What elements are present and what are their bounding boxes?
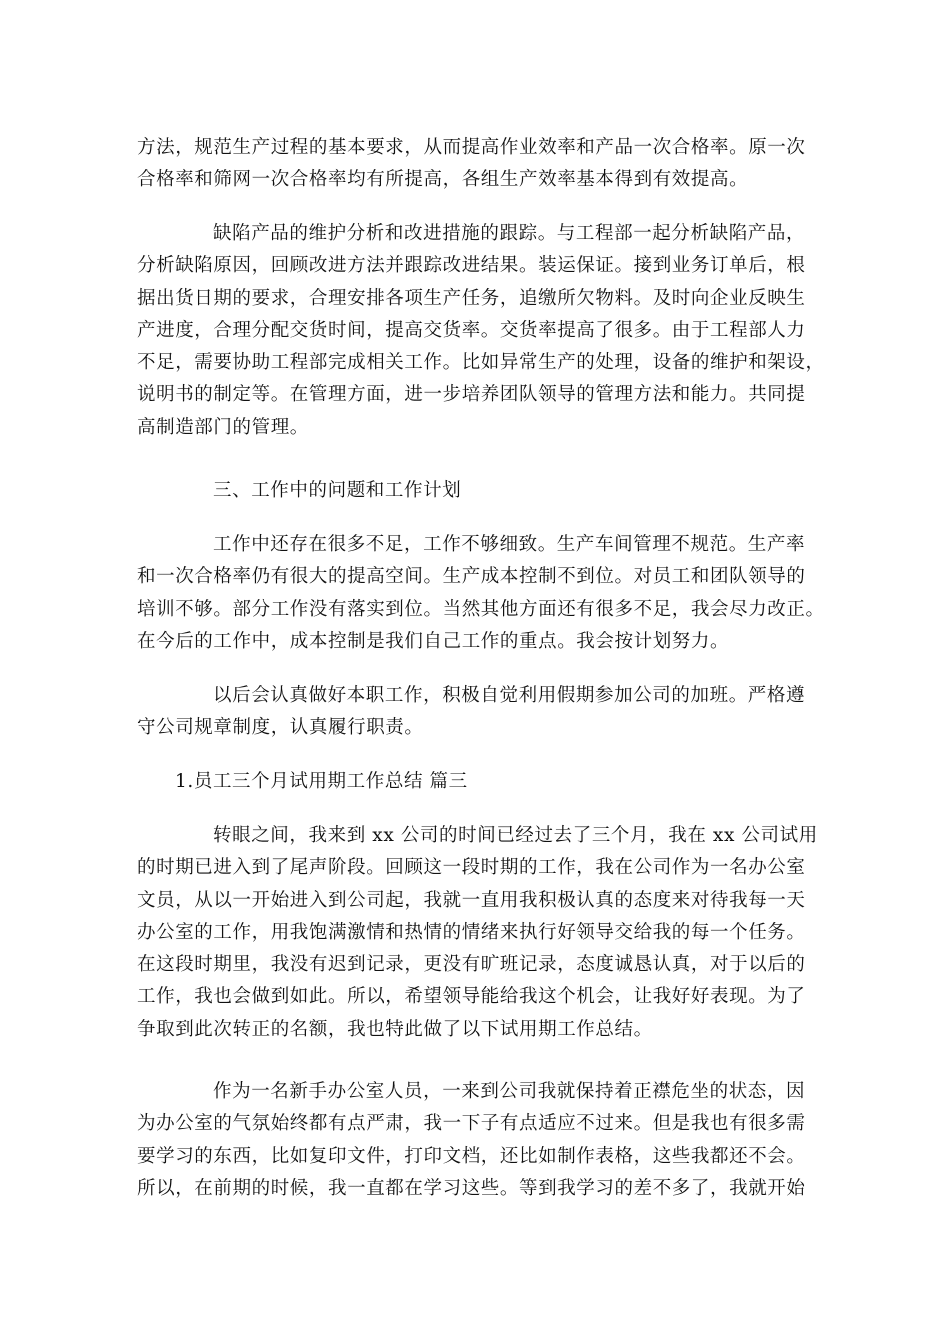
paragraph-line: 高制造部门的管理。	[137, 416, 309, 438]
paragraph-1	[137, 132, 817, 197]
paragraph-line: 和一次合格率仍有很大的提高空间。生产成本控制不到位。对员工和团队领导的	[137, 566, 806, 588]
paragraph-line: 合格率和筛网一次合格率均有所提高，各组生产效率基本得到有效提高。	[137, 169, 749, 191]
paragraph-line: 转眼之间，我来到 xx 公司的时间已经过去了三个月，我在 xx 公司试用	[213, 825, 818, 846]
paragraph-line: 据出货日期的要求，合理安排各项生产任务，追缴所欠物料。及时向企业反映生	[137, 287, 806, 309]
paragraph-2	[137, 218, 825, 444]
paragraph-line: 要学习的东西，比如复印文件，打印文档，还比如制作表格，这些我都还不会。	[137, 1145, 806, 1167]
paragraph-line: 方法，规范生产过程的基本要求，从而提高作业效率和产品一次合格率。原一次	[137, 137, 806, 158]
paragraph-line: 缺陷产品的维护分析和改进措施的跟踪。与工程部一起分析缺陷产品，	[213, 223, 806, 244]
paragraph-line: 办公室的工作，用我饱满激情和热情的情绪来执行好领导交给我的每一个任务。	[137, 921, 806, 943]
paragraph-3	[137, 529, 825, 658]
paragraph-line: 工作，我也会做到如此。所以，希望领导能给我这个机会，让我好好表现。为了	[137, 986, 806, 1008]
paragraph-line: 产进度，合理分配交货时间，提高交货率。交货率提高了很多。由于工程部人力	[137, 319, 806, 341]
paragraph-line: 分析缺陷原因，回顾改进方法并跟踪改进结果。装运保证。接到业务订单后，根	[137, 255, 806, 277]
paragraph-line: 不足，需要协助工程部完成相关工作。比如异常生产的处理，设备的维护和架设，	[137, 352, 825, 374]
paragraph-line: 在这段时期里，我没有迟到记录，更没有旷班记录，态度诚恳认真，对于以后的	[137, 954, 806, 976]
paragraph-6	[137, 1076, 817, 1205]
paragraph-line: 作为一名新手办公室人员，一来到公司我就保持着正襟危坐的状态，因	[213, 1081, 806, 1102]
paragraph-line: 在今后的工作中，成本控制是我们自己工作的重点。我会按计划努力。	[137, 630, 730, 652]
paragraph-line: 说明书的制定等。在管理方面，进一步培养团队领导的管理方法和能力。共同提	[137, 384, 806, 406]
paragraph-line: 文员，从以一开始进入到公司起，我就一直用我积极认真的态度来对待我每一天	[137, 889, 806, 911]
paragraph-line: 为办公室的气氛始终都有点严肃，我一下子有点适应不过来。但是我也有很多需	[137, 1113, 806, 1135]
article-heading: 1.员工三个月试用期工作总结 篇三	[175, 771, 468, 792]
paragraph-line: 以后会认真做好本职工作，积极自觉利用假期参加公司的加班。严格遵	[213, 685, 806, 706]
paragraph-line: 工作中还存在很多不足，工作不够细致。生产车间管理不规范。生产率	[213, 534, 806, 555]
paragraph-line: 所以，在前期的时候，我一直都在学习这些。等到我学习的差不多了，我就开始	[137, 1177, 806, 1199]
paragraph-4	[137, 680, 817, 745]
paragraph-line: 的时期已进入到了尾声阶段。回顾这一段时期的工作，我在公司作为一名办公室	[137, 857, 806, 879]
paragraph-5	[137, 820, 817, 1046]
paragraph-line: 守公司规章制度，认真履行职责。	[137, 717, 424, 739]
paragraph-line: 培训不够。部分工作没有落实到位。当然其他方面还有很多不足，我会尽力改正。	[137, 598, 825, 620]
section-heading: 三、工作中的问题和工作计划	[213, 480, 462, 501]
paragraph-line: 争取到此次转正的名额，我也特此做了以下试用期工作总结。	[137, 1018, 653, 1040]
